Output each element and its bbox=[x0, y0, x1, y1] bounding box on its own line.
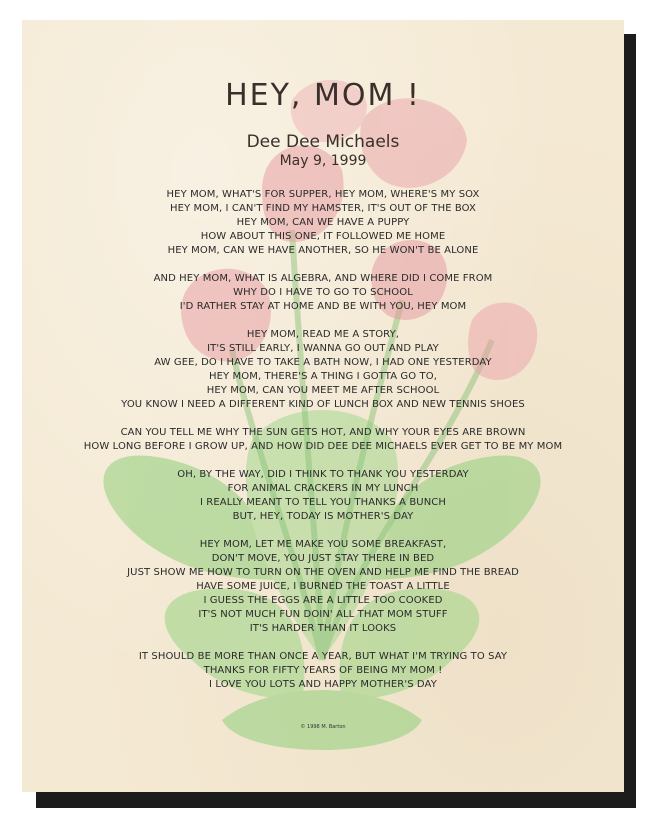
poem-line: HEY MOM, CAN WE HAVE ANOTHER, SO HE WON'T BE ALONE bbox=[167, 245, 479, 256]
poem-date: May 9, 1999 bbox=[279, 153, 367, 169]
poem-line: IT'S STILL EARLY, I WANNA GO OUT AND PLAY bbox=[207, 343, 439, 354]
poem-line: IT'S HARDER THAN IT LOOKS bbox=[249, 623, 397, 634]
poem-content bbox=[22, 20, 624, 792]
stanza bbox=[22, 538, 624, 636]
poem-line: JUST SHOW ME HOW TO TURN ON THE OVEN AND HELP ME FIND THE BREAD bbox=[127, 567, 519, 578]
poem-line: THANKS FOR FIFTY YEARS OF BEING MY MOM ! bbox=[203, 665, 443, 676]
stanza bbox=[22, 650, 624, 692]
poem-line: HEY MOM, I CAN'T FIND MY HAMSTER, IT'S OUT OF THE BOX bbox=[170, 203, 476, 214]
poem-line: WHY DO I HAVE TO GO TO SCHOOL bbox=[233, 287, 413, 298]
poem-line: HEY MOM, CAN YOU MEET ME AFTER SCHOOL bbox=[206, 385, 440, 396]
stanza bbox=[22, 328, 624, 412]
poem-author: Dee Dee Michaels bbox=[246, 132, 400, 152]
poem-line: HEY MOM, THERE'S A THING I GOTTA GO TO, bbox=[209, 371, 437, 382]
poem-line: YOU KNOW I NEED A DIFFERENT KIND OF LUNCH BOX AND NEW TENNIS SHOES bbox=[121, 399, 525, 410]
poem-line: HEY MOM, READ ME A STORY, bbox=[246, 329, 400, 340]
poem-line: IT'S NOT MUCH FUN DOIN' ALL THAT MOM STUFF bbox=[198, 609, 448, 620]
poem-line: HEY MOM, CAN WE HAVE A PUPPY bbox=[236, 217, 410, 228]
poem-sheet bbox=[22, 20, 624, 792]
poem-line: AW GEE, DO I HAVE TO TAKE A BATH NOW, I HAD ONE YESTERDAY bbox=[154, 357, 492, 368]
copyright-credit: © 1998 M. Barton bbox=[300, 724, 346, 730]
poem-line: I REALLY MEANT TO TELL YOU THANKS A BUNCH bbox=[199, 497, 447, 508]
stanza bbox=[22, 468, 624, 524]
poem-line: CAN YOU TELL ME WHY THE SUN GETS HOT, AND WHY YOUR EYES ARE BROWN bbox=[120, 427, 526, 438]
poem-line: HOW ABOUT THIS ONE, IT FOLLOWED ME HOME bbox=[200, 231, 446, 242]
poem-line: I'D RATHER STAY AT HOME AND BE WITH YOU, HEY MOM bbox=[179, 301, 467, 312]
poem-line: HEY MOM, WHAT'S FOR SUPPER, HEY MOM, WHERE'S MY SOX bbox=[166, 189, 480, 200]
poem-line: FOR ANIMAL CRACKERS IN MY LUNCH bbox=[227, 483, 419, 494]
stanza bbox=[22, 188, 624, 258]
poem-title: HEY, MOM ! bbox=[225, 78, 421, 113]
poem-line: I GUESS THE EGGS ARE A LITTLE TOO COOKED bbox=[203, 595, 443, 606]
poem-line: HAVE SOME JUICE, I BURNED THE TOAST A LITTLE bbox=[196, 581, 450, 592]
stanza bbox=[22, 426, 624, 454]
poem-line: HEY MOM, LET ME MAKE YOU SOME BREAKFAST, bbox=[199, 539, 447, 550]
poem-line: HOW LONG BEFORE I GROW UP, AND HOW DID DEE DEE MICHAELS EVER GET TO BE MY MOM bbox=[83, 441, 563, 452]
poem-line: OH, BY THE WAY, DID I THINK TO THANK YOU YESTERDAY bbox=[177, 469, 469, 480]
stanza bbox=[22, 272, 624, 314]
poem-body bbox=[22, 188, 624, 706]
poem-line: I LOVE YOU LOTS AND HAPPY MOTHER'S DAY bbox=[209, 679, 437, 690]
poem-line: AND HEY MOM, WHAT IS ALGEBRA, AND WHERE DID I COME FROM bbox=[153, 273, 493, 284]
poem-line: BUT, HEY, TODAY IS MOTHER'S DAY bbox=[232, 511, 414, 522]
poem-line: DON'T MOVE, YOU JUST STAY THERE IN BED bbox=[211, 553, 435, 564]
poem-line: IT SHOULD BE MORE THAN ONCE A YEAR, BUT WHAT I'M TRYING TO SAY bbox=[138, 651, 508, 662]
